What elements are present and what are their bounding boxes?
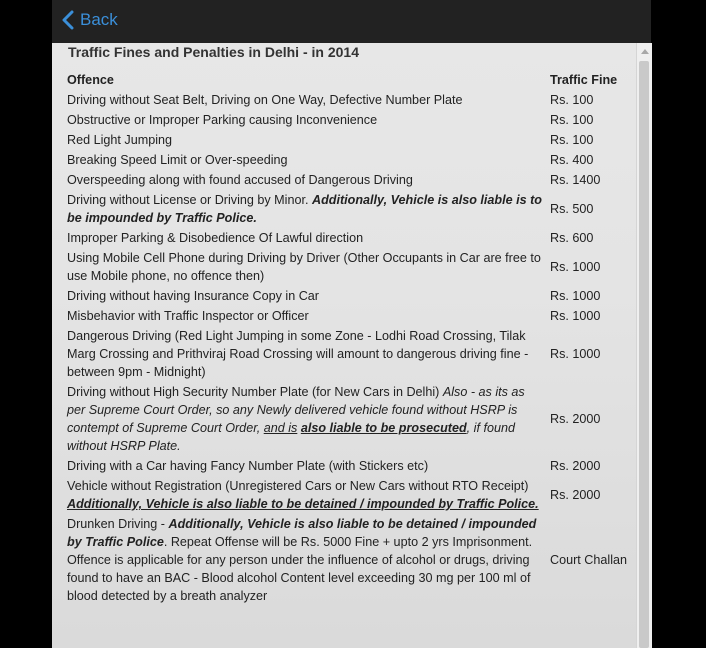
offence-cell: Driving with a Car having Fancy Number Plate (with Stickers etc) bbox=[67, 459, 429, 473]
back-button[interactable] bbox=[62, 7, 118, 33]
offence-cell: Driving without having Insurance Copy in Car bbox=[67, 289, 319, 303]
fine-cell: Rs. 100 bbox=[550, 93, 594, 107]
table-row bbox=[67, 171, 630, 189]
back-label: Back bbox=[80, 10, 118, 29]
vertical-scrollbar[interactable] bbox=[636, 43, 652, 648]
table-row bbox=[67, 249, 630, 285]
offence-cell bbox=[67, 383, 546, 455]
offence-cell bbox=[67, 515, 546, 605]
content-area[interactable] bbox=[52, 43, 651, 648]
offence-text: Drunken Driving - bbox=[67, 517, 169, 531]
offence-cell: Overspeeding along with found accused of Dangerous Driving bbox=[67, 173, 413, 187]
offence-cell: Improper Parking & Disobedience Of Lawful direction bbox=[67, 231, 364, 245]
table-row bbox=[67, 151, 630, 169]
offence-cell: Driving without Seat Belt, Driving on One Way, Defective Number Plate bbox=[67, 93, 463, 107]
table-row bbox=[67, 383, 630, 455]
offence-text-tail: . Repeat Offense will be Rs. 5000 Fine + upto 2 yrs Imprisonment. Offence is applicable for any person under the influence of alcohol or drugs, driving found to have an BAC - Blood alcohol Content level exceeding 30 mg per 100 ml of blood detected by a breath analyzer bbox=[67, 535, 533, 603]
offence-note-tail: , if found without HSRP Plate. bbox=[67, 421, 515, 453]
offence-text: Vehicle without Registration (Unregistered Cars or New Cars without RTO Receipt) bbox=[67, 479, 529, 493]
offence-cell: Obstructive or Improper Parking causing Inconvenience bbox=[67, 113, 378, 127]
fine-cell: Rs. 400 bbox=[550, 153, 594, 167]
fine-column-header: Traffic Fine bbox=[550, 73, 618, 87]
fines-table bbox=[63, 69, 634, 607]
table-row bbox=[67, 191, 630, 227]
offence-note-emphasis: Additionally, Vehicle is also liable is to be impounded by Traffic Police. bbox=[67, 193, 542, 225]
table-row bbox=[67, 91, 630, 109]
table-row bbox=[67, 131, 630, 149]
offence-cell: Dangerous Driving (Red Light Jumping in some Zone - Lodhi Road Crossing, Tilak Marg Crossing and Prithviraj Road Crossing will amount to dangerous driving fine - between 9pm - Midnight) bbox=[67, 329, 529, 379]
table-row bbox=[67, 515, 630, 605]
table-row bbox=[67, 307, 630, 325]
fine-cell: Rs. 600 bbox=[550, 231, 594, 245]
offence-cell bbox=[67, 477, 546, 513]
fine-cell: Rs. 2000 bbox=[550, 459, 601, 473]
offence-text: Driving without High Security Number Plate (for New Cars in Delhi) bbox=[67, 385, 443, 399]
table-header-row bbox=[67, 71, 630, 89]
fine-cell: Court Challan bbox=[550, 553, 628, 567]
fine-cell: Rs. 1000 bbox=[550, 289, 601, 303]
offence-note-emphasis: also liable to be prosecuted bbox=[300, 421, 467, 435]
table-row bbox=[67, 111, 630, 129]
chevron-left-icon bbox=[62, 10, 74, 30]
fine-cell: Rs. 100 bbox=[550, 133, 594, 147]
offence-text: Driving without License or Driving by Minor. bbox=[67, 193, 312, 207]
table-row bbox=[67, 327, 630, 381]
offence-cell: Using Mobile Cell Phone during Driving by Driver (Other Occupants in Car are free to use Mobile phone, no offence then) bbox=[67, 251, 541, 283]
fine-cell: Rs. 1400 bbox=[550, 173, 601, 187]
offence-cell: Misbehavior with Traffic Inspector or Officer bbox=[67, 309, 309, 323]
table-row bbox=[67, 477, 630, 513]
offence-cell: Red Light Jumping bbox=[67, 133, 173, 147]
table-row bbox=[67, 457, 630, 475]
offence-note: Also - as its as per Supreme Court Order, so any Newly delivered vehicle found without HSRP is contempt of Supreme Court Order, bbox=[67, 385, 525, 435]
offence-note-emphasis: Additionally, Vehicle is also liable to be detained / impounded by Traffic Police bbox=[67, 517, 537, 549]
top-navigation-bar bbox=[52, 0, 651, 44]
offence-cell: Breaking Speed Limit or Over-speeding bbox=[67, 153, 288, 167]
fine-cell: Rs. 100 bbox=[550, 113, 594, 127]
table-row bbox=[67, 287, 630, 305]
offence-note-emphasis: Additionally, Vehicle is also liable to be detained / impounded by Traffic Police. bbox=[67, 497, 539, 511]
fine-cell: Rs. 2000 bbox=[550, 488, 601, 502]
offence-cell bbox=[67, 191, 546, 227]
offence-column-header: Offence bbox=[67, 73, 114, 87]
table-row bbox=[67, 229, 630, 247]
page-title: Traffic Fines and Penalties in Delhi - in 2014 bbox=[68, 44, 359, 60]
offence-note-underlined: and is bbox=[263, 421, 298, 435]
fine-cell: Rs. 1000 bbox=[550, 347, 601, 361]
app-frame bbox=[52, 0, 651, 648]
fine-cell: Rs. 1000 bbox=[550, 309, 601, 323]
fine-cell: Rs. 1000 bbox=[550, 260, 601, 274]
scrollbar-thumb[interactable] bbox=[639, 61, 649, 648]
scroll-up-arrow-icon[interactable] bbox=[641, 49, 649, 54]
fine-cell: Rs. 2000 bbox=[550, 412, 601, 426]
fine-cell: Rs. 500 bbox=[550, 202, 594, 216]
